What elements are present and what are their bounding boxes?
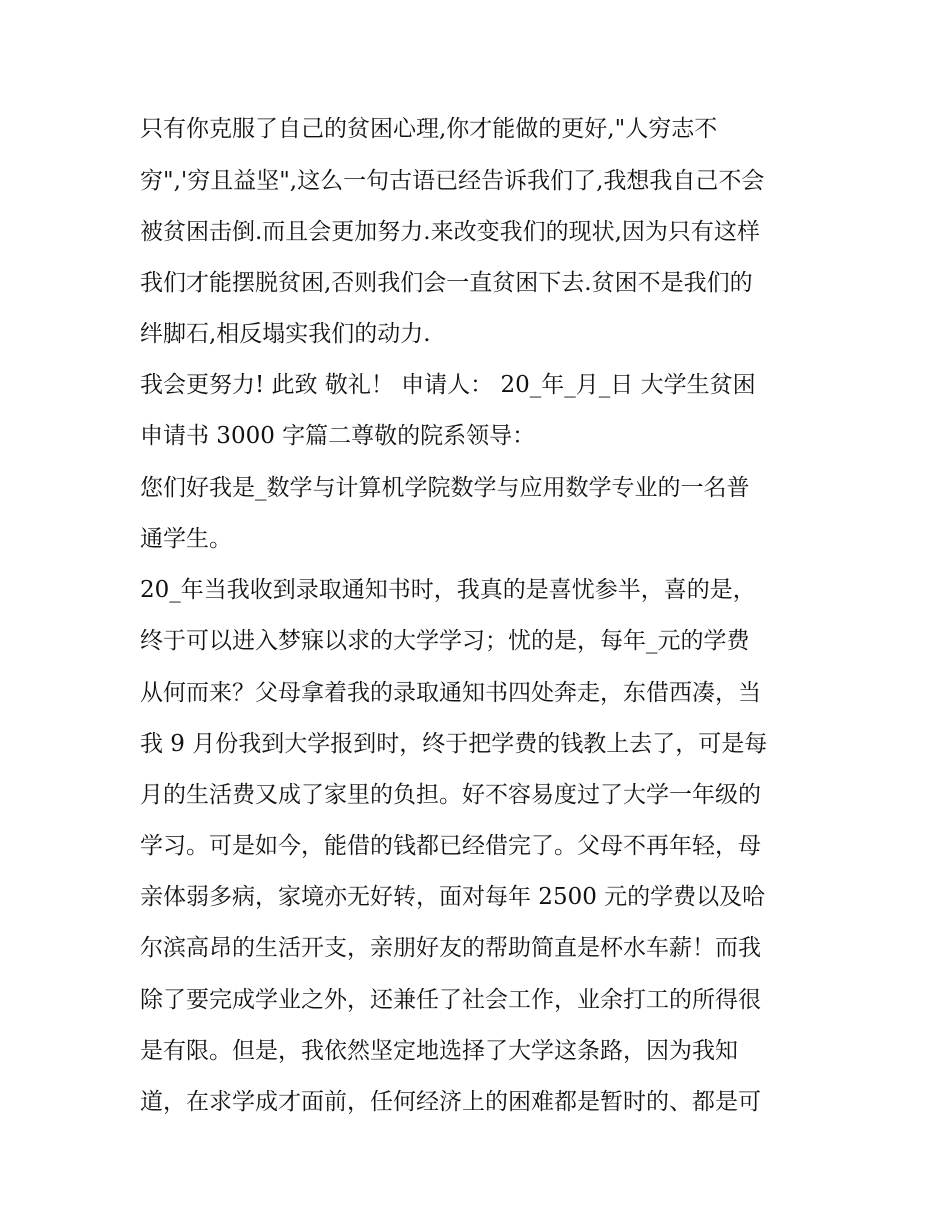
text-line: 学习。可是如今，能借的钱都已经借完了。父母不再年轻，母	[140, 833, 761, 859]
text-line: 月的生活费又成了家里的负担。好不容易度过了大学一年级的	[140, 782, 761, 808]
text-line: 被贫困击倒.而且会更加努力.来改变我们的现状,因为只有这样	[140, 219, 760, 245]
text-line: 终于可以进入梦寐以求的大学学习；忧的是，每年_元的学费	[140, 628, 750, 654]
text-line: 从何而来？父母拿着我的录取通知书四处奔走，东借西凑，当	[140, 680, 761, 706]
text-line: 20_年当我收到录取通知书时，我真的是喜忧参半，喜的是，	[140, 577, 756, 603]
text-line: 绊脚石,相反塌实我们的动力.	[140, 321, 431, 347]
text-line: 是有限。但是，我依然坚定地选择了大学这条路，因为我知	[140, 1038, 738, 1064]
text-line: 除了要完成学业之外，还兼任了社会工作，业余打工的所得很	[140, 987, 761, 1013]
text-line: 亲体弱多病，家境亦无好转，面对每年 2500 元的学费以及哈	[140, 884, 766, 910]
text-line: 我会更努力! 此致 敬礼！ 申请人： 20_年_月_日 大学生贫困	[140, 372, 756, 398]
text-line: 我 9 月份我到大学报到时，终于把学费的钱教上去了，可是每	[140, 731, 768, 757]
text-line: 尔滨高昂的生活开支，亲朋好友的帮助简直是杯水车薪！而我	[140, 935, 761, 961]
text-line: 穷",'穷且益坚",这么一句古语已经告诉我们了,我想我自己不会	[140, 168, 765, 194]
text-line: 通学生。	[140, 526, 232, 552]
text-line: 道，在求学成才面前，任何经济上的困难都是暂时的、都是可	[140, 1089, 761, 1115]
text-line: 您们好我是_数学与计算机学院数学与应用数学专业的一名普	[140, 475, 750, 501]
text-line: 只有你克服了自己的贫困心理,你才能做的更好,"人穷志不	[140, 116, 718, 142]
text-line: 我们才能摆脱贫困,否则我们会一直贫困下去.贫困不是我们的	[140, 270, 753, 296]
text-line: 申请书 3000 字篇二尊敬的院系领导：	[140, 423, 536, 449]
